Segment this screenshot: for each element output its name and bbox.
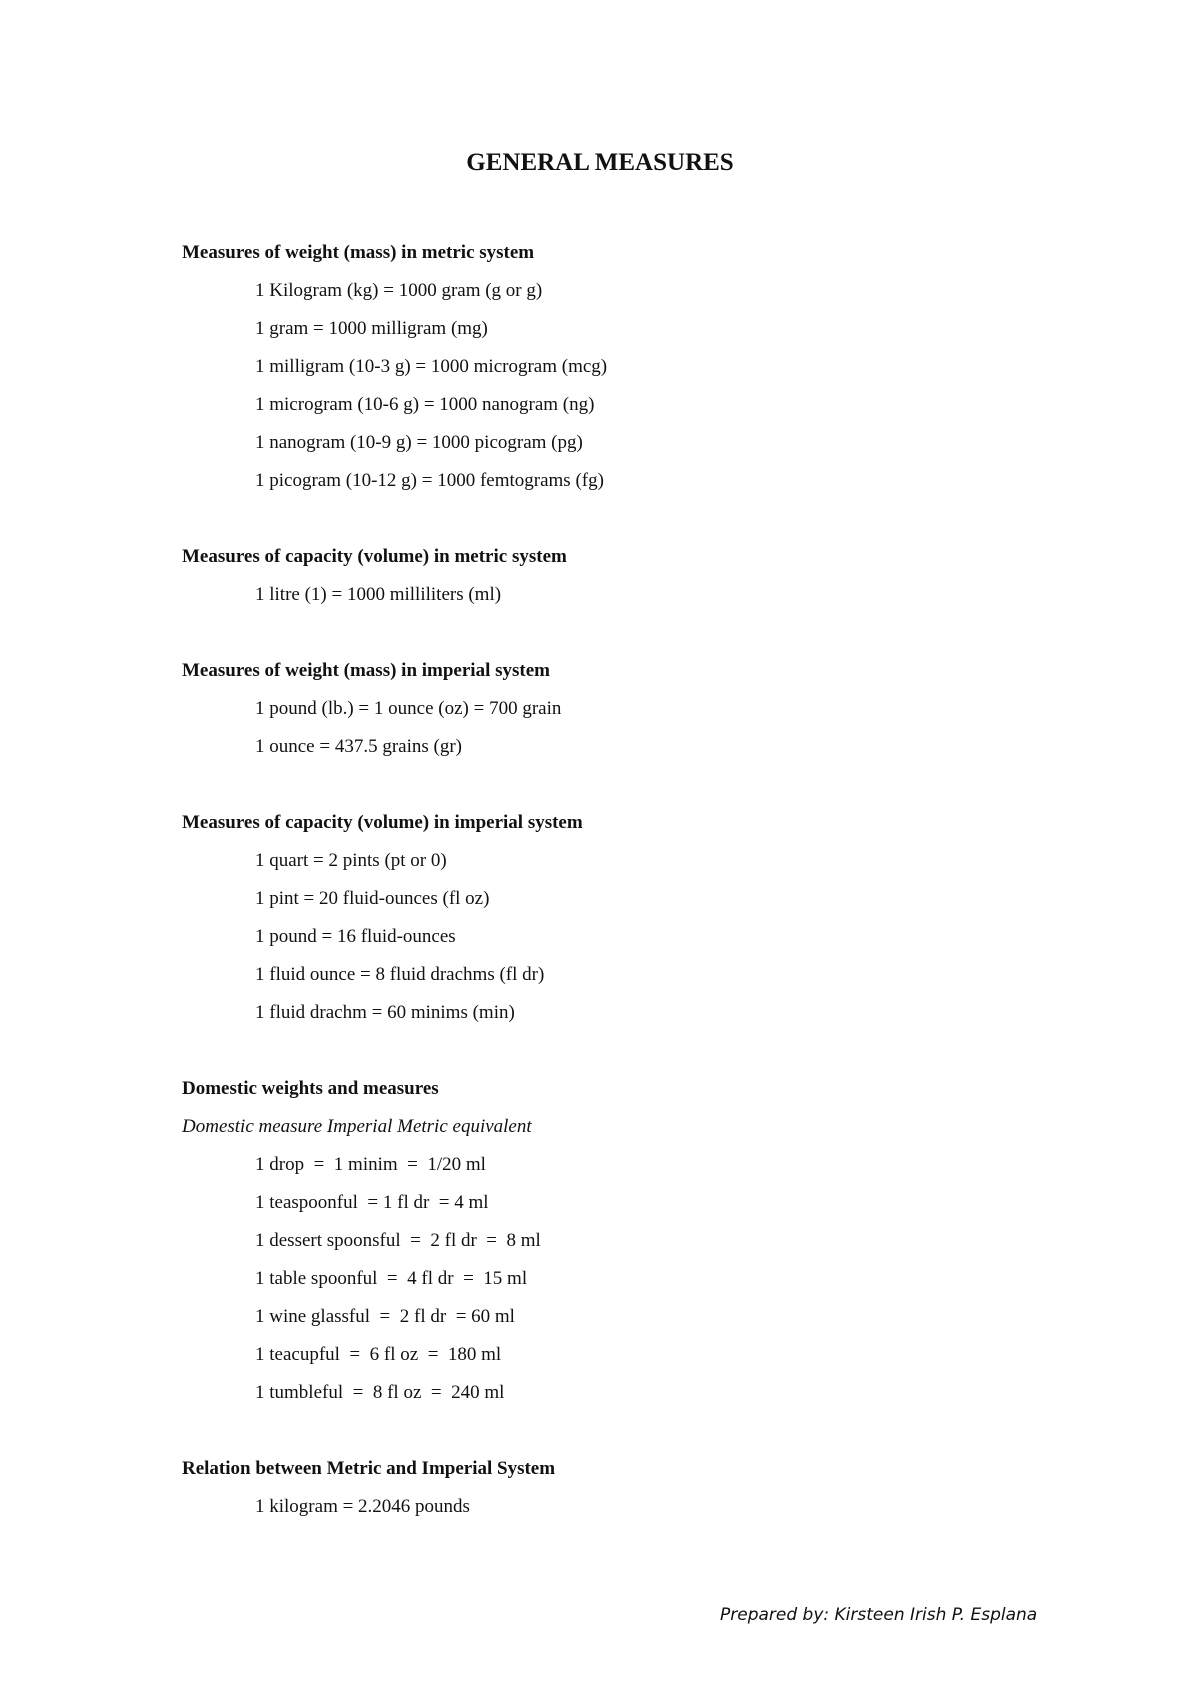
- conversion-entry: 1 pint = 20 fluid-ounces (fl oz): [255, 888, 490, 909]
- conversion-entry: 1 microgram (10-6 g) = 1000 nanogram (ng): [255, 394, 595, 415]
- conversion-entry: 1 teaspoonful = 1 fl dr = 4 ml: [255, 1192, 489, 1213]
- section-imperial-capacity: [182, 804, 1082, 1032]
- conversion-entry: 1 table spoonful = 4 fl dr = 15 ml: [255, 1268, 528, 1289]
- conversion-entry: 1 ounce = 437.5 grains (gr): [255, 736, 462, 757]
- section-heading: Measures of capacity (volume) in metric system: [182, 546, 567, 567]
- prepared-by-footer: Prepared by: Kirsteen Irish P. Esplana: [720, 1605, 1038, 1625]
- conversion-entry: 1 nanogram (10-9 g) = 1000 picogram (pg): [255, 432, 583, 453]
- measures-content: [182, 234, 1082, 1564]
- conversion-entry: 1 fluid drachm = 60 minims (min): [255, 1002, 515, 1023]
- section-heading: Measures of capacity (volume) in imperial system: [182, 812, 583, 833]
- conversion-entry: 1 drop = 1 minim = 1/20 ml: [255, 1154, 486, 1175]
- conversion-entry: 1 fluid ounce = 8 fluid drachms (fl dr): [255, 964, 545, 985]
- conversion-entry: 1 pound = 16 fluid-ounces: [255, 926, 456, 947]
- section-imperial-weight: [182, 652, 1082, 766]
- conversion-entry: 1 quart = 2 pints (pt or 0): [255, 850, 447, 871]
- section-heading: Domestic weights and measures: [182, 1078, 439, 1099]
- conversion-entry: 1 litre (1) = 1000 milliliters (ml): [255, 584, 502, 605]
- conversion-entry: 1 pound (lb.) = 1 ounce (oz) = 700 grain: [255, 698, 562, 719]
- conversion-entry: 1 teacupful = 6 fl oz = 180 ml: [255, 1344, 502, 1365]
- conversion-entry: 1 milligram (10-3 g) = 1000 microgram (mcg): [255, 356, 608, 377]
- section-heading: Measures of weight (mass) in imperial system: [182, 660, 550, 681]
- section-metric-imperial-relation: [182, 1450, 1082, 1526]
- section-metric-weight: [182, 234, 1082, 500]
- section-heading: Measures of weight (mass) in metric system: [182, 242, 535, 263]
- conversion-entry: 1 tumbleful = 8 fl oz = 240 ml: [255, 1382, 505, 1403]
- conversion-entry: 1 dessert spoonsful = 2 fl dr = 8 ml: [255, 1230, 541, 1251]
- section-metric-capacity: [182, 538, 1082, 614]
- conversion-entry: 1 Kilogram (kg) = 1000 gram (g or g): [255, 280, 543, 301]
- conversion-entry: 1 gram = 1000 milligram (mg): [255, 318, 488, 339]
- section-subheading: Domestic measure Imperial Metric equivalent: [182, 1116, 532, 1137]
- conversion-entry: 1 kilogram = 2.2046 pounds: [255, 1496, 470, 1517]
- section-domestic-measures: [182, 1070, 1082, 1412]
- conversion-entry: 1 wine glassful = 2 fl dr = 60 ml: [255, 1306, 515, 1327]
- page-title: GENERAL MEASURES: [466, 149, 734, 176]
- section-heading: Relation between Metric and Imperial System: [182, 1458, 556, 1479]
- conversion-entry: 1 picogram (10-12 g) = 1000 femtograms (fg): [255, 470, 604, 491]
